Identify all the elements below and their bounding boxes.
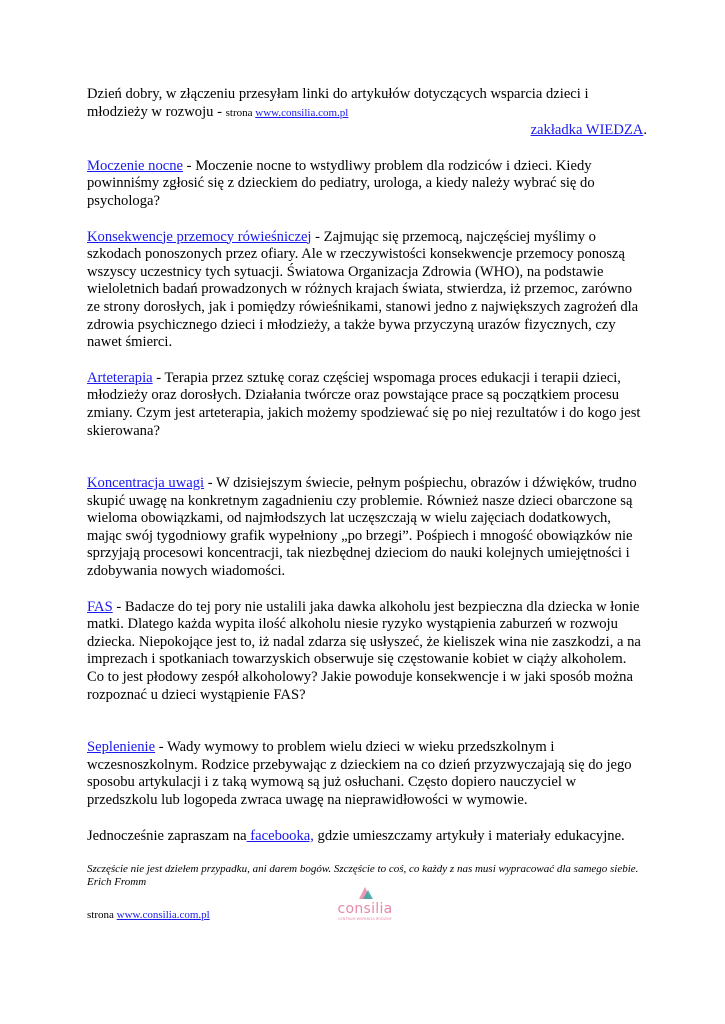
site-link[interactable]: www.consilia.com.pl: [255, 106, 349, 119]
article-link-arteterapia[interactable]: Arteterapia: [87, 369, 153, 386]
article-link-przemoc-rowiesnicza[interactable]: Konsekwencje przemocy rówieśniczej: [87, 228, 312, 245]
wiedza-tab-link[interactable]: zakładka WIEDZA: [530, 122, 644, 139]
article-paragraph: [87, 475, 647, 581]
footer-site-link[interactable]: www.consilia.com.pl: [116, 909, 210, 922]
article-link-moczenie-nocne[interactable]: Moczenie nocne: [87, 157, 184, 174]
footer-label: strona: [87, 909, 117, 922]
article-link-koncentracja-uwagi[interactable]: Koncentracja uwagi: [87, 475, 205, 492]
intro-tab-line: [87, 122, 647, 140]
article-link-fas[interactable]: FAS: [87, 598, 113, 615]
intro-tab-suffix: .: [643, 122, 647, 139]
quote-text: Szczęście nie jest dziełem przypadku, ani darem bogów. Szczęście to coś, co każdy z nas musi wypracować dla samego siebie.: [87, 863, 639, 876]
facebook-after: gdzie umieszczamy artykuły i materiały edukacyjne.: [313, 827, 625, 844]
email-body: [87, 86, 647, 925]
facebook-before: Jednocześnie zapraszam na: [87, 827, 247, 844]
consilia-logo: [335, 885, 395, 922]
quote-author: Erich Fromm: [87, 876, 147, 889]
article-description: - Terapia przez sztukę coraz częściej wspomaga proces edukacji i terapii dzieci, młodzieży oraz dorosłych. Działania twórcze oraz powstające prace są początkiem procesu zmiany. Czym jest arteterapia, jakich możemy spodziewać się po niej rezultatów i do kogo jest skierowana?: [87, 369, 641, 439]
intro-text: Dzień dobry, w złączeniu przesyłam linki do artykułów dotyczących wsparcia dzieci i młodzieży w rozwoju -: [87, 86, 589, 120]
article-paragraph: [87, 158, 647, 211]
facebook-paragraph: [87, 828, 647, 846]
intro-paragraph: [87, 86, 647, 122]
article-paragraph: [87, 599, 647, 705]
article-description: - Badacze do tej pory nie ustalili jaka dawka alkoholu jest bezpieczna dla dziecka w łonie matki. Dlatego każda wypita ilość alkoholu niesie ryzyko wystąpienia zaburzeń w rozwoju dziecka. Niepokojące jest to, iż nadal zdarza się usłyszeć, że kieliszek wina nie zaszkodzi, a na imprezach i spotkaniach towarzyskich obserwuje się częstowanie kobiet w ciąży alkoholem. Co to jest płodowy zespół alkoholowy? Jakie powoduje konsekwencje i w jaki sposób można rozpoznać u dzieci wystąpienie FAS?: [87, 598, 641, 703]
intro-strona-label: strona: [225, 106, 256, 119]
article-paragraph: [87, 739, 647, 809]
article-description: - Moczenie nocne to wstydliwy problem dla rodziców i dzieci. Kiedy powinniśmy zgłosić się z dzieckiem do pediatry, urologa, a kiedy należy wybrać się do psychologa?: [87, 157, 595, 209]
article-link-seplenienie[interactable]: Seplenienie: [87, 739, 156, 756]
logo-tagline: CENTRUM WSPARCIA RODZINY: [338, 917, 392, 921]
article-description: - Wady wymowy to problem wielu dzieci w wieku przedszkolnym i wczesnoszkolnym. Rodzice przebywając z dzieckiem na co dzień przyzwyczajają się do jego sposobu artykulacji i z taką wymową są już osłuchani. Często dopiero nauczyciel w przedszkolu lub logopeda zwraca uwagę na nieprawidłowości w wymowie.: [87, 739, 632, 808]
article-description: - W dzisiejszym świecie, pełnym pośpiechu, obrazów i dźwięków, trudno skupić uwagę na konkretnym zagadnieniu czy problemie. Również nasze dzieci obarczone są wieloma obowiązkami, od najmłodszych lat uczęszczają w wielu zajęciach dodatkowych, mając swój tygodniowy grafik wypełniony „po brzegi”. Pośpiech i mnogość obowiązków nie sprzyjają procesowi koncentracji, tak niezbędnej dzieciom do nauki kolejnych umiejętności i zdobywania nowych wiadomości.: [87, 475, 637, 580]
facebook-link[interactable]: facebooka,: [246, 827, 314, 844]
logo-word: consilia: [337, 901, 393, 917]
article-paragraph: [87, 370, 647, 440]
article-paragraph: [87, 229, 647, 352]
article-description: - Zajmując się przemocą, najczęściej myślimy o szkodach ponoszonych przez ofiary. Ale w rzeczywistości konsekwencje przemocy ponoszą wszyscy uczestnicy tych sytuacji. Światowa Organizacja Zdrowia (WHO), na podstawie wieloletnich badań prowadzonych w różnych krajach świata, stwierdza, iż przemoc, zarówno ze strony dorosłych, jak i pomiędzy rówieśnikami, stanowi jedno z największych zagrożeń dla zdrowia psychicznego dzieci i młodzieży, a także bywa przyczyną urazów fizycznych, czy nawet śmierci.: [87, 228, 639, 351]
logo-emblem-icon: [355, 885, 375, 901]
